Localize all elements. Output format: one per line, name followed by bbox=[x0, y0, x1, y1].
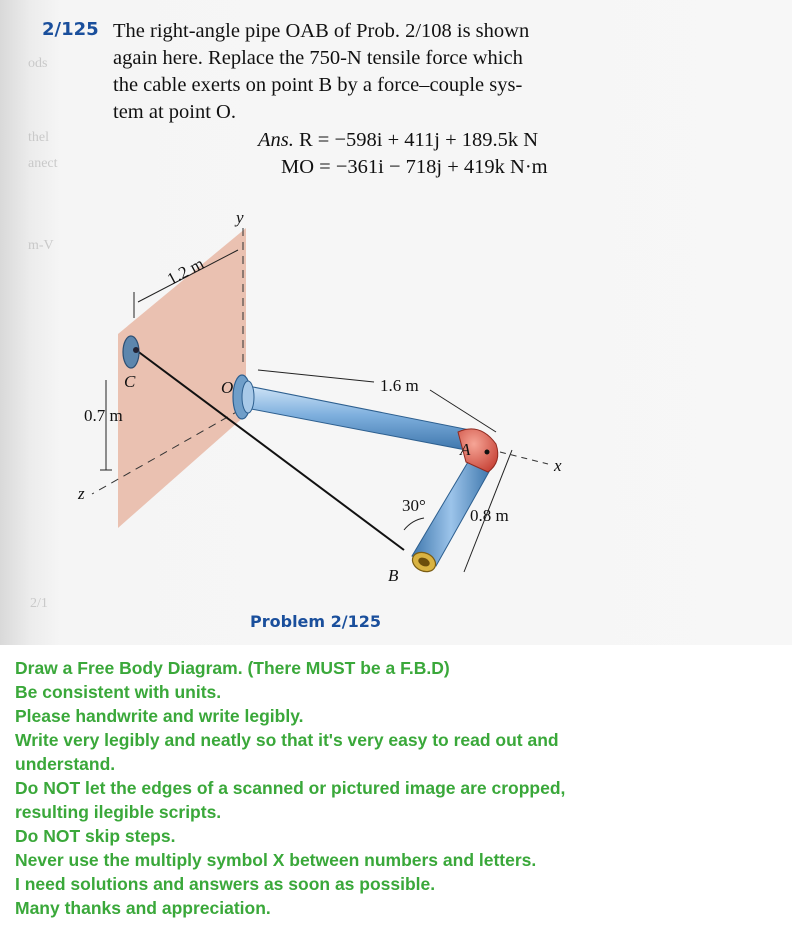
instruction-line: Draw a Free Body Diagram. (There MUST be a F.B.D) bbox=[15, 658, 450, 678]
point-a-label: A bbox=[460, 440, 471, 459]
dim-height-label: 0.7 m bbox=[84, 406, 123, 425]
dim-width-label: 1.2 m bbox=[164, 253, 208, 289]
instruction-line: resulting ilegible scripts. bbox=[15, 802, 222, 822]
dim-oa-label: 1.6 m bbox=[380, 376, 419, 395]
instruction-line: Do NOT let the edges of a scanned or pictured image are cropped, bbox=[15, 778, 566, 798]
instruction-line: Many thanks and appreciation. bbox=[15, 898, 271, 918]
statement-line: tem at point O. bbox=[113, 101, 236, 123]
instruction-line: Be consistent with units. bbox=[15, 682, 222, 702]
angle-label: 30° bbox=[402, 496, 426, 515]
y-axis-label: y bbox=[236, 208, 244, 227]
statement-line: the cable exerts on point B by a force–couple sys- bbox=[113, 74, 523, 96]
dim-line-oa bbox=[258, 370, 374, 382]
instruction-line: I need solutions and answers as soon as possible. bbox=[15, 874, 436, 894]
instruction-line: understand. bbox=[15, 754, 116, 774]
bleed-through-mark: 2/1 bbox=[30, 596, 48, 611]
pipe-oa bbox=[246, 386, 470, 450]
point-b-label: B bbox=[388, 566, 399, 585]
bleed-through-mark: ods bbox=[28, 56, 48, 71]
z-axis-label: z bbox=[78, 484, 85, 503]
dim-ab-label: 0.8 m bbox=[470, 506, 509, 525]
instruction-line: Write very legibly and neatly so that it's very easy to read out and bbox=[15, 730, 559, 750]
bleed-through-mark: thel bbox=[28, 130, 49, 145]
bleed-through-mark: m-V bbox=[28, 238, 54, 253]
instruction-line: Please handwrite and write legibly. bbox=[15, 706, 304, 726]
angle-arc bbox=[404, 518, 424, 530]
statement-line: again here. Replace the 750-N tensile force which bbox=[113, 47, 523, 69]
answer-resultant: R = −598i + 411j + 189.5k N bbox=[299, 129, 539, 151]
x-axis-label: x bbox=[554, 456, 562, 475]
problem-number: 2/125 bbox=[42, 19, 99, 40]
answer-prefix: Ans. bbox=[258, 129, 294, 151]
instruction-line: Never use the multiply symbol X between numbers and letters. bbox=[15, 850, 537, 870]
statement-line: The right-angle pipe OAB of Prob. 2/108 is shown bbox=[113, 20, 530, 42]
bleed-through-mark: anect bbox=[28, 156, 58, 171]
answer-moment: MO = −361i − 718j + 419k N·m bbox=[281, 156, 548, 178]
figure-caption: Problem 2/125 bbox=[250, 612, 382, 631]
point-c-label: C bbox=[124, 372, 136, 391]
point-o-label: O bbox=[221, 378, 234, 397]
instruction-line: Do NOT skip steps. bbox=[15, 826, 176, 846]
